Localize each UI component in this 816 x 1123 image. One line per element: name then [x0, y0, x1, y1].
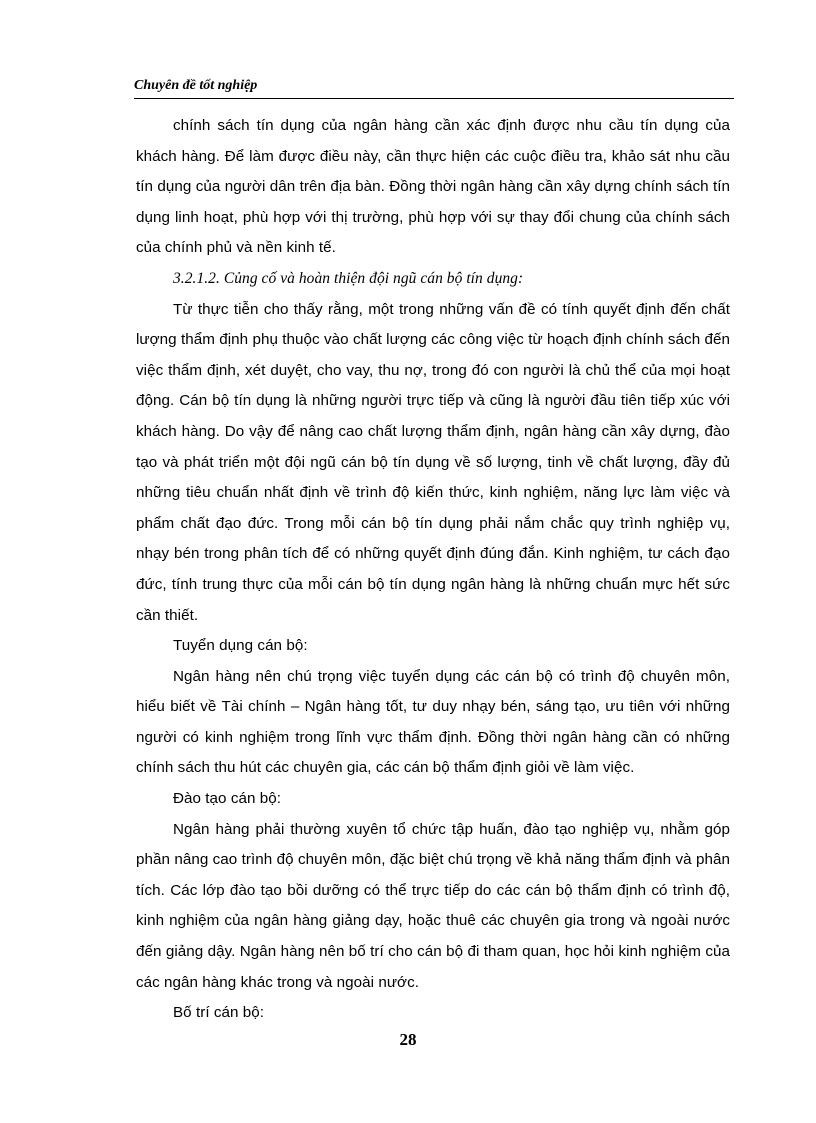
- paragraph-intro: Từ thực tiễn cho thấy rằng, một trong những vấn đề có tính quyết định đến chất lượng thẩm định phụ thuộc vào chất lượng các công việc từ hoạch định chính sách đến việc thẩm định, xét duyệt, cho vay, thu nợ, trong đó con người là chủ thể của mọi hoạt động. Cán bộ tín dụng là những người trực tiếp và cũng là người đầu tiên tiếp xúc với khách hàng. Do vậy để nâng cao chất lượng thẩm định, ngân hàng cần xây dựng, đào tạo và phát triển một đội ngũ cán bộ tín dụng về số lượng, tinh về chất lượng, đầy đủ những tiêu chuẩn nhất định về trình độ kiến thức, kinh nghiệm, năng lực làm việc và phẩm chất đạo đức. Trong mỗi cán bộ tín dụng phải nắm chắc quy trình nghiệp vụ, nhạy bén trong phân tích để có những quyết định đúng đắn. Kinh nghiệm, tư cách đạo đức, tính trung thực của mỗi cán bộ tín dụng ngân hàng là những chuẩn mực hết sức cần thiết.: [136, 300, 730, 624]
- page-number: 28: [399, 1030, 417, 1049]
- body-text: [136, 111, 730, 1029]
- paragraph-training: Ngân hàng phải thường xuyên tổ chức tập huấn, đào tạo nghiệp vụ, nhằm góp phần nâng cao trình độ chuyên môn, đặc biệt chú trọng về khả năng thẩm định và phân tích. Các lớp đào tạo bồi dưỡng có thể trực tiếp do các cán bộ thẩm định có trình độ, kinh nghiệm của ngân hàng giảng dạy, hoặc thuê các chuyên gia trong và ngoài nước đến giảng dậy. Ngân hàng nên bố trí cho cán bộ đi tham quan, học hỏi kinh nghiệm của các ngân hàng khác trong và ngoài nước.: [136, 820, 730, 991]
- page-header: [134, 76, 734, 99]
- header-title: Chuyên đề tốt nghiệp: [134, 78, 258, 93]
- paragraph-continuation: chính sách tín dụng của ngân hàng cần xác định được nhu cầu tín dụng của khách hàng. Để làm được điều này, cần thực hiện các cuộc điều tra, khảo sát nhu cầu tín dụng của người dân trên địa bàn. Đồng thời ngân hàng cần xây dựng chính sách tín dụng linh hoạt, phù hợp với thị trường, phù hợp với sự thay đổi chung của chính sách của chính phủ và nền kinh tế.: [136, 117, 730, 257]
- paragraph-recruitment: Ngân hàng nên chú trọng việc tuyển dụng các cán bộ có trình độ chuyên môn, hiểu biết về Tài chính – Ngân hàng tốt, tư duy nhạy bén, sáng tạo, ưu tiên với những người có kinh nghiệm trong lĩnh vực thẩm định. Đồng thời ngân hàng cần có những chính sách thu hút các chuyên gia, các cán bộ thẩm định giỏi về làm việc.: [136, 667, 730, 777]
- section-heading: 3.2.1.2. Củng cố và hoàn thiện đội ngũ cán bộ tín dụng:: [173, 269, 524, 287]
- subheading-training: Đào tạo cán bộ:: [173, 790, 281, 808]
- subheading-recruitment: Tuyển dụng cán bộ:: [173, 637, 308, 655]
- subheading-arrangement: Bố trí cán bộ:: [173, 1004, 265, 1022]
